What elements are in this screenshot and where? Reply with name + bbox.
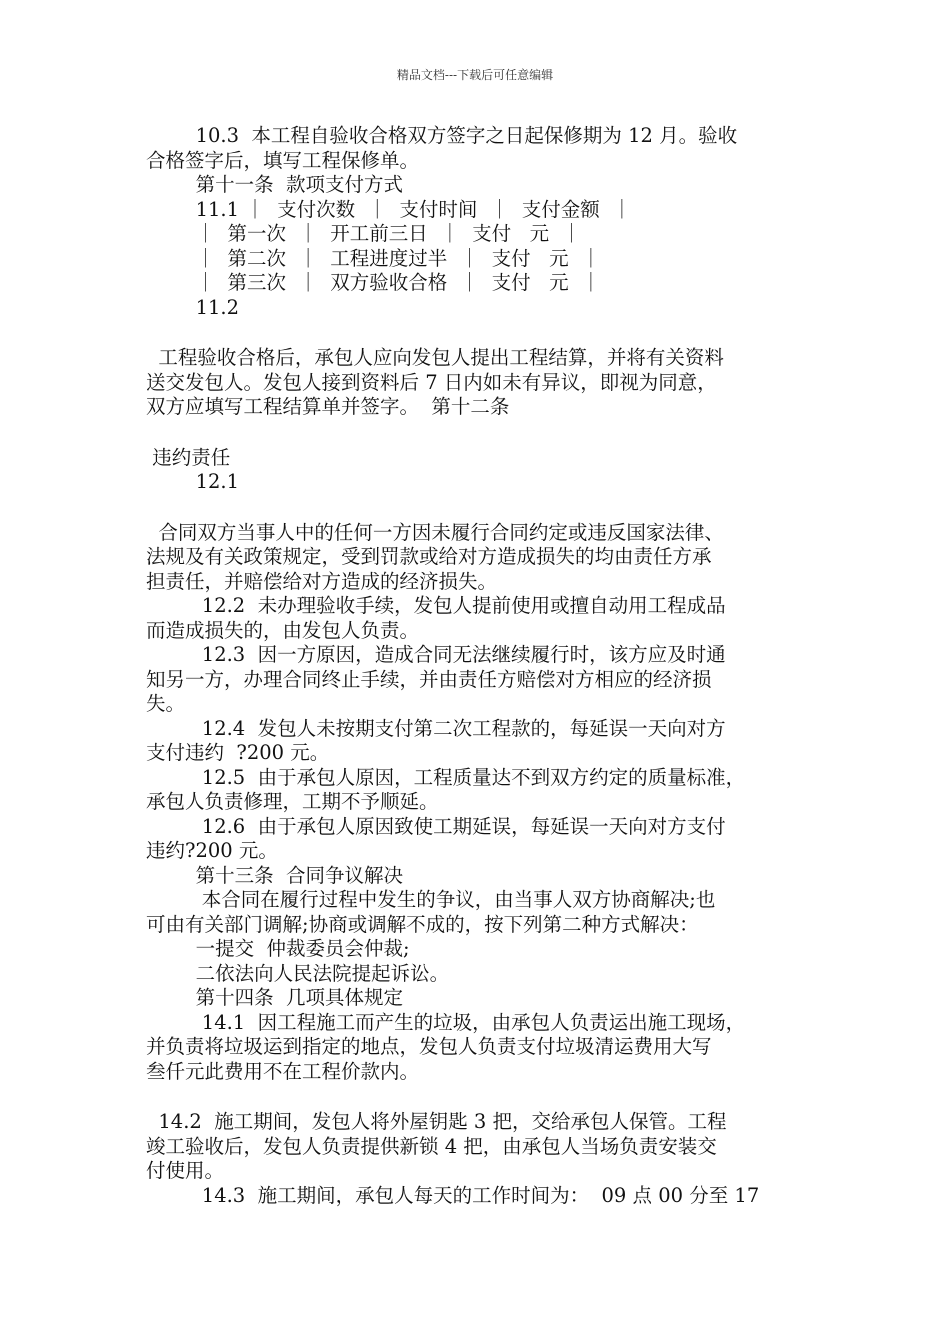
text-line: 知另一方，办理合同终止手续，并由责任方赔偿对方相应的经济损 (146, 667, 712, 691)
text-line: 二依法向人民法院提起诉讼。 (146, 961, 450, 985)
text-line: 担责任，并赔偿给对方造成的经济损失。 (146, 569, 498, 593)
text-line: 第十三条 合同争议解决 (146, 863, 403, 887)
text-line: 合同双方当事人中的任何一方因未履行合同约定或违反国家法律、 (146, 520, 724, 544)
text-line: 一提交 仲裁委员会仲裁; (146, 937, 410, 960)
text-line (146, 320, 836, 346)
text-line: 12.2 未办理验收手续，发包人提前使用或擅自动用工程成品 (146, 594, 726, 617)
text-line: 承包人负责修理，工期不予顺延。 (146, 790, 439, 813)
text-line: 工程验收合格后，承包人应向发包人提出工程结算，并将有关资料 (146, 346, 724, 369)
text-line: 并负责将垃圾运到指定的地点，发包人负责支付垃圾清运费用大写 (146, 1035, 712, 1058)
text-line: 失。 (146, 692, 186, 715)
text-line: 第十一条 款项支付方式 (146, 173, 403, 196)
text-line: 12.4 发包人未按期支付第二次工程款的，每延误一天向对方 (146, 716, 726, 740)
text-line: 14.2 施工期间，发包人将外屋钥匙 3 把，交给承包人保管。工程 (146, 1110, 727, 1133)
text-line: 12.1 (146, 470, 240, 493)
text-line: 付使用。 (146, 1159, 225, 1182)
text-line: 双方应填写工程结算单并签字。 第十二条 (146, 395, 510, 418)
text-line: 送交发包人。发包人接到资料后 7 日内如未有异议，即视为同意， (146, 370, 717, 394)
text-line: 本合同在履行过程中发生的争议，由当事人双方协商解决;也 (146, 888, 716, 911)
text-line: 10.3 本工程自验收合格双方签字之日起保修期为 12 月。验收 (146, 124, 738, 147)
text-line (146, 420, 836, 446)
text-line (146, 1084, 836, 1110)
text-line: 12.5 由于承包人原因，工程质量达不到双方约定的质量标准， (146, 765, 746, 789)
text-line: 叁仟元此费用不在工程价款内。 (146, 1059, 420, 1083)
text-line: 可由有关部门调解;协商或调解不成的，按下列第二种方式解决： (146, 912, 699, 936)
page-header: 精品文档---下载后可任意编辑 (396, 68, 554, 82)
text-line: 合格签字后，填写工程保修单。 (146, 148, 420, 172)
text-line: 第十四条 几项具体规定 (146, 986, 403, 1009)
text-line: 12.3 因一方原因，造成合同无法继续履行时，该方应及时通 (146, 643, 726, 666)
text-line: 违约责任 (146, 445, 231, 469)
text-line: 14.3 施工期间，承包人每天的工作时间为： 09 点 00 分至 17 (146, 1183, 760, 1207)
text-line: ｜ 第二次 ｜ 工程进度过半 ｜ 支付 元 ｜ (146, 246, 601, 270)
text-line: 11.1 ｜ 支付次数 ｜ 支付时间 ｜ 支付金额 ｜ (146, 197, 632, 221)
text-line: 12.6 由于承包人原因致使工期延误，每延误一天向对方支付 (146, 814, 726, 838)
text-line: ｜ 第一次 ｜ 开工前三日 ｜ 支付 元 ｜ (146, 222, 582, 245)
text-line: 法规及有关政策规定，受到罚款或给对方造成损失的均由责任方承 (146, 545, 712, 568)
text-line: 11.2 (146, 295, 240, 319)
text-line: 竣工验收后，发包人负责提供新锁 4 把，由承包人当场负责安装交 (146, 1134, 717, 1158)
text-line: 支付违约 ?200 元。 (146, 741, 330, 764)
document-body (146, 124, 836, 1208)
text-line: 违约?200 元。 (146, 839, 278, 862)
text-line: ｜ 第三次 ｜ 双方验收合格 ｜ 支付 元 ｜ (146, 271, 601, 294)
text-line: 而造成损失的，由发包人负责。 (146, 618, 420, 642)
text-line (146, 495, 836, 521)
text-line: 14.1 因工程施工而产生的垃圾，由承包人负责运出施工现场， (146, 1010, 746, 1034)
